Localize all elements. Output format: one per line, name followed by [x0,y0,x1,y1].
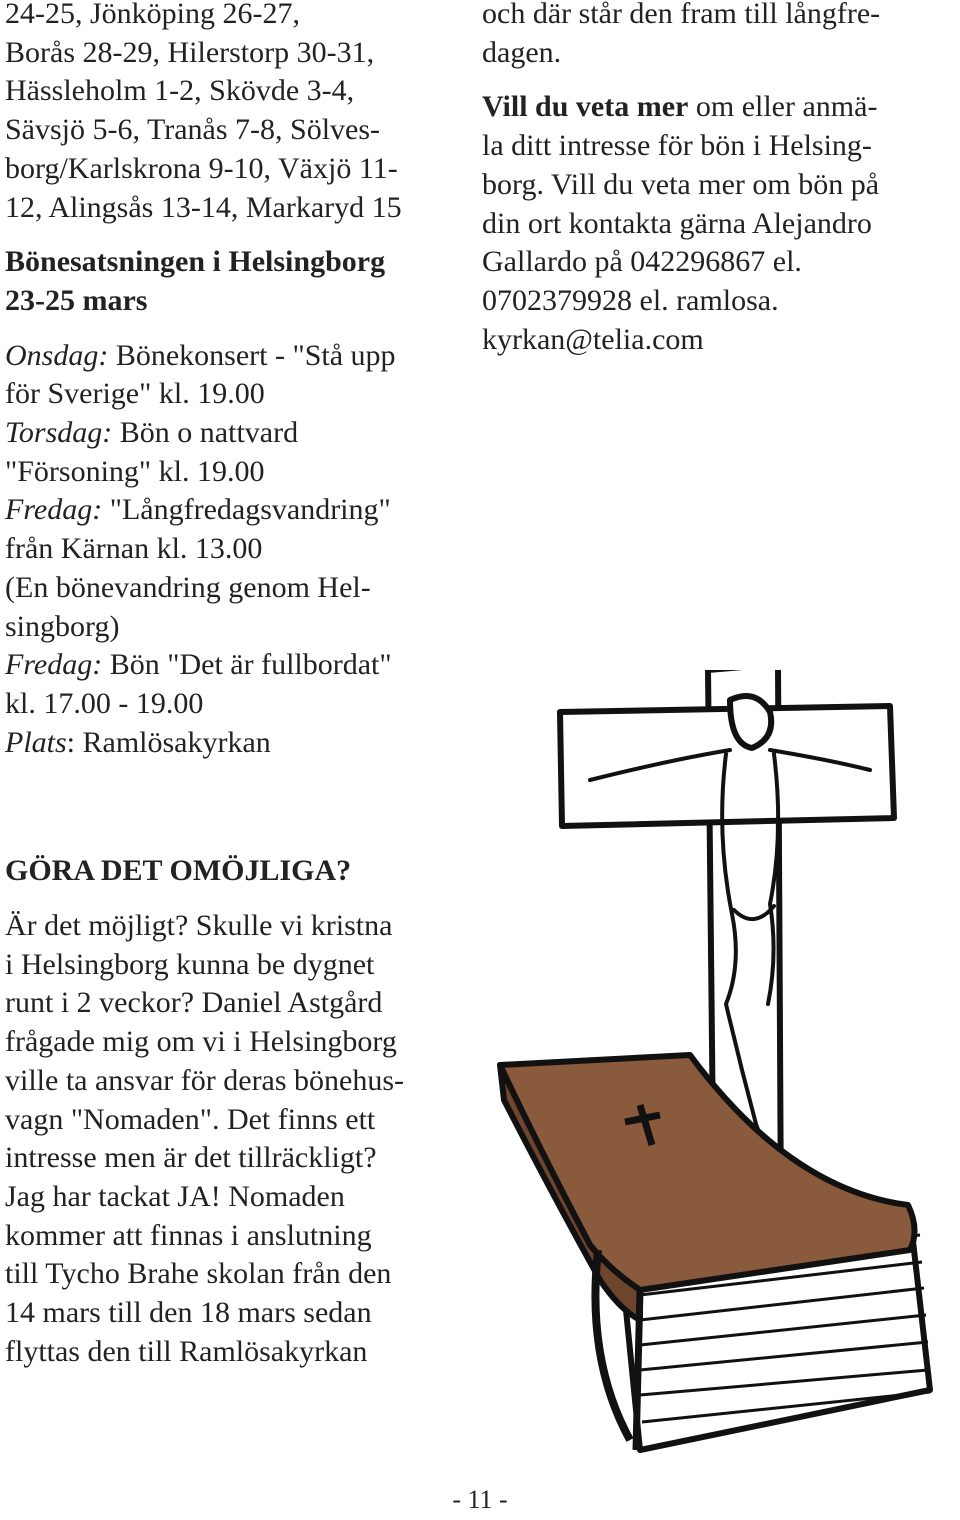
event-text: kl. 17.00 - 19.00 [5,686,204,720]
schedule-line: Hässleholm 1-2, Skövde 3-4, [5,74,355,108]
article-line: runt i 2 veckor? Daniel Astgård [5,986,383,1020]
event-day: Fredag: [5,648,103,682]
event-item [5,491,475,646]
schedule-line: borg/Karlskrona 9-10, Växjö 11- [5,151,398,185]
event-day: Fredag: [5,493,103,527]
article-line: i Helsingborg kunna be dygnet [5,947,375,981]
continued-line: dagen. [482,35,562,69]
article-heading: GÖRA DET OMÖJLIGA? [5,854,352,888]
event-item [5,414,475,491]
event-item [5,724,475,763]
crucifix-and-bible-illustration [490,670,950,1470]
contact-text: la ditt intresse för bön i Helsing- [482,129,872,163]
event-heading [5,243,475,320]
contact-text: 0702379928 el. ramlosa. [482,283,779,317]
schedule-line: Borås 28-29, Hilerstorp 30-31, [5,35,375,69]
event-day: Onsdag: [5,338,109,372]
contact-email: kyrkan@telia.com [482,322,704,356]
page-number: - 11 - [452,1485,508,1514]
article-line: flyttas den till Ramlösakyrkan [5,1334,368,1368]
event-text: "Långfredagsvandring" [102,493,391,527]
continued-line: och där står den fram till långfre- [482,0,881,30]
article-line: 14 mars till den 18 mars sedan [5,1296,372,1330]
contact-text: borg. Vill du veta mer om bön på [482,167,880,201]
schedule-tail [5,0,475,227]
contact-paragraph [482,88,952,359]
continued-paragraph [482,0,952,72]
schedule-line: Sävsjö 5-6, Tranås 7-8, Sölves- [5,113,381,147]
event-day: Torsdag: [5,416,113,450]
schedule-line: 12, Alingsås 13-14, Markaryd 15 [5,190,402,224]
article-line: Är det möjligt? Skulle vi kristna [5,909,393,943]
event-text: singborg) [5,609,120,643]
article-line: kommer att finnas i anslutning [5,1218,372,1252]
article-line: till Tycho Brahe skolan från den [5,1257,392,1291]
left-column [5,0,475,1372]
event-heading-line: Bönesatsningen i Helsingborg [5,245,386,279]
event-text: från Kärnan kl. 13.00 [5,532,263,566]
article [5,852,475,1371]
bible-icon [500,1055,930,1450]
event-heading-line: 23-25 mars [5,283,148,317]
contact-text: din ort kontakta gärna Alejandro [482,206,872,240]
event-text: Bön o nattvard [112,416,299,450]
event-text: (En bönevandring genom Hel- [5,570,371,604]
article-line: ville ta ansvar för deras bönehus- [5,1063,405,1097]
event-text: : Ramlösakyrkan [66,725,271,759]
contact-text: om eller anmä- [688,90,878,124]
schedule-line: 24-25, Jönköping 26-27, [5,0,300,30]
event-text: Bön "Det är fullbordat" [102,648,392,682]
contact-lead: Vill du veta mer [482,90,689,124]
event-list [5,337,475,763]
right-column [482,0,952,359]
event-item [5,646,475,723]
article-body [5,907,475,1371]
article-line: vagn "Nomaden". Det finns ett [5,1102,376,1136]
article-line: frågade mig om vi i Helsingborg [5,1025,397,1059]
article-line: Jag har tackat JA! Nomaden [5,1179,345,1213]
contact-text: Gallardo på 042296867 el. [482,245,802,279]
event-text: för Sverige" kl. 19.00 [5,377,265,411]
event-text: "Försoning" kl. 19.00 [5,454,265,488]
event-day: Plats [5,725,67,759]
event-text: Bönekonsert - "Stå upp [108,338,396,372]
event-item [5,337,475,414]
article-line: intresse men är det tillräckligt? [5,1141,377,1175]
